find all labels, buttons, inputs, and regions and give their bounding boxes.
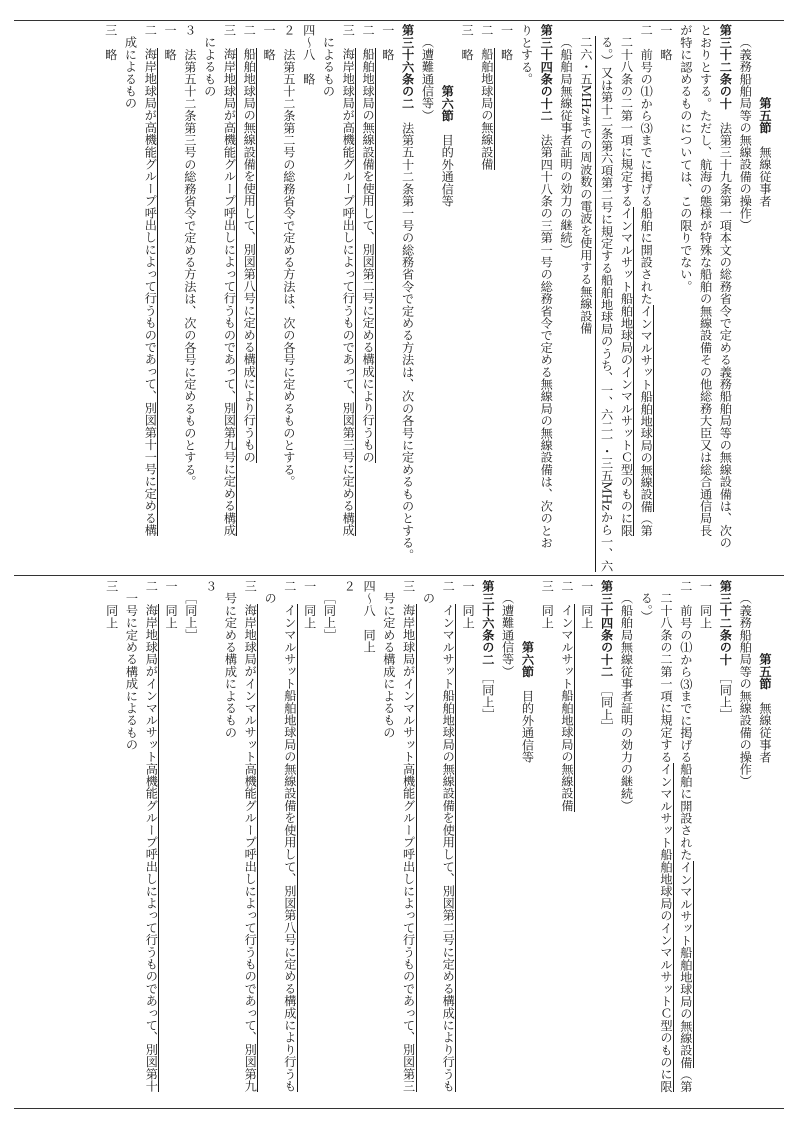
- article-34-item-2: 二 船舶地球局の無線設備: [479, 24, 494, 171]
- bottom-rule: [14, 1108, 784, 1109]
- article-36-3-item-1: 一 略: [163, 24, 178, 61]
- article-36-para-3: ３: [203, 580, 218, 593]
- article-36-2-item-3: 三 海岸地球局が高機能グループ呼出しによって行うものであって、別図第九号に定める構成: [222, 24, 237, 537]
- article-32-item-1: 一 同上: [698, 580, 713, 629]
- article-36-2-item-3-line: によるもの: [202, 36, 217, 98]
- article-36-3-item-3: 三 同上: [104, 580, 119, 629]
- article-36-2-item-1: 一 同上: [302, 580, 317, 629]
- article-34-item-3: 三 同上: [540, 580, 555, 629]
- article-36-2-item-2: 二 船舶地球局の無線設備を使用して、別図第八号に定める構成により行うもの: [242, 24, 257, 464]
- article-36-3-item-2: 二 海岸地球局が高機能グループ呼出しによって行うものであって、別図第十一号に定める構: [143, 24, 158, 537]
- article-36-para-2-same: ［同上］: [322, 592, 337, 641]
- article-36-item-2: 二 インマルサット船舶地球局の無線設備を使用して、別図第二号に定める構成により行うも: [441, 580, 456, 1093]
- article-36-caption: （遭難通信等）: [500, 592, 515, 678]
- section-6-heading: 第六節 目的外通信等: [520, 641, 535, 764]
- article-36-3-item-3: 三 略: [103, 24, 118, 61]
- article-36-item-1: 一 同上: [461, 580, 476, 629]
- article-36-3-item-2-line: 一号に定める構成によるもの: [124, 592, 139, 751]
- article-34-body: 第三十四条の十二 法第四十八条の三第一号の総務省令で定める無線局の無線設備は、次のとお: [539, 24, 554, 549]
- article-36-3-item-1: 一 同上: [164, 580, 179, 629]
- article-32-item-2-line: 二六・五MHzまでの周波数の電波を使用する無線設備: [575, 36, 596, 572]
- article-32-body: 第三十二条の十 法第三十九条第一項本文の総務省令で定める義務船舶局等の無線設備は、次の: [718, 24, 733, 549]
- revised-text-panel: [14, 24, 784, 572]
- article-32-item-2-line: 二十八条の二第一項に規定するインマルサット船舶地球局のインマルサットＣ型のものに限: [659, 592, 674, 1093]
- article-36-3-item-2-line: 成によるもの: [123, 36, 138, 110]
- article-36-para-3-same: ［同上］: [183, 592, 198, 641]
- article-36-item-1: 一 略: [380, 24, 395, 61]
- article-36-caption: （遭難通信等）: [420, 36, 435, 122]
- article-36-body: 第三十六条の二 ［同上］: [480, 580, 495, 721]
- article-36-2-item-3: 三 海岸地球局がインマルサット高機能グループ呼出しによって行うものであって、別図第九: [243, 580, 258, 1093]
- section-6-heading: 第六節 目的外通信等: [440, 85, 455, 208]
- article-36-item-3: 三 海岸地球局がインマルサット高機能グループ呼出しによって行うものであって、別図第三: [401, 580, 416, 1093]
- article-36-2-item-3-line: 号に定める構成によるもの: [223, 592, 238, 739]
- article-32-item-2: 二 前号の⑴から⑶までに掲げる船舶に開設されたインマルサット船舶地球局の無線設備（第: [639, 24, 654, 537]
- article-36-para-2: ２ 法第五十二条第二号の総務省令で定める方法は、次の各号に定めるものとする。: [281, 24, 296, 488]
- article-34-body: 第三十四条の十二 ［同上］: [599, 580, 614, 733]
- article-34-caption: （船舶局無線従事者証明の効力の継続）: [559, 36, 574, 256]
- article-34-item-1: 一 同上: [579, 580, 594, 629]
- current-text-panel: [14, 580, 784, 1105]
- middle-rule: [14, 575, 784, 576]
- article-36-para-3: ３ 法第五十二条第三号の総務省令で定める方法は、次の各号に定めるものとする。: [182, 24, 197, 488]
- article-36-item-3: 三 海岸地球局が高機能グループ呼出しによって行うものであって、別図第三号に定める構成: [341, 24, 356, 537]
- article-36-item-3-line: によるもの: [321, 36, 336, 98]
- article-32-item-2: 二 前号の⑴から⑶までに掲げる船舶に開設されたインマルサット船舶地球局の無線設備（第: [678, 580, 693, 1093]
- article-32-body: 第三十二条の十 ［同上］: [718, 580, 733, 721]
- article-36-3-item-2: 二 海岸地球局がインマルサット高機能グループ呼出しによって行うものであって、別図第十: [144, 580, 159, 1093]
- article-36-para-2: ２: [342, 580, 357, 593]
- article-34-caption: （船舶局無線従事者証明の効力の継続）: [619, 592, 634, 812]
- article-32-caption: （義務船舶局等の無線設備の操作）: [738, 36, 753, 232]
- article-34-body-line: りとする。: [519, 24, 534, 85]
- article-32-item-1: 一 略: [659, 24, 674, 61]
- article-36-items-4-8: 四～八 略: [301, 24, 316, 85]
- article-34-item-1: 一 略: [499, 24, 514, 61]
- section-5-heading: 第五節 無線従事者: [758, 653, 772, 763]
- article-36-item-2: 二 船舶地球局の無線設備を使用して、別図第二号に定める構成により行うもの: [361, 24, 376, 464]
- article-36-2-item-1: 一 略: [262, 24, 277, 61]
- article-34-item-3: 三 略: [460, 24, 475, 61]
- article-36-body: 第三十六条の二 法第五十二条第一号の総務省令で定める方法は、次の各号に定めるものとする。: [400, 24, 415, 561]
- article-32-body-line: が特に認めるものについては、この限りでない。: [678, 24, 693, 293]
- article-32-item-2-line: る。）又は第十二条第六項第二号に規定する船舶地球局のうち、一、六二一・三五MHzから一、六: [599, 36, 614, 572]
- article-36-2-item-2: 二 インマルサット船舶地球局の無線設備を使用して、別図第八号に定める構成により行うも: [282, 580, 297, 1093]
- article-32-caption: （義務船舶局等の無線設備の操作）: [738, 592, 753, 788]
- article-36-items-4-8: 四～八 同上: [362, 580, 377, 654]
- top-rule: [14, 20, 784, 21]
- article-36-2-item-2-line: の: [263, 592, 278, 605]
- article-36-item-2-line: の: [421, 592, 436, 605]
- article-36-item-3-line: 号に定める構成によるもの: [381, 592, 396, 739]
- article-34-item-2: 二 インマルサット船舶地球局の無線設備: [560, 580, 575, 812]
- article-32-item-2-line: る。）: [639, 592, 654, 623]
- section-5-heading: 第五節 無線従事者: [758, 97, 772, 207]
- article-32-body-line: とおりとする。ただし、航海の態様が特殊な船舶の無線設備その他総務大臣又は総合通信局長: [698, 24, 713, 537]
- article-32-item-2-line: 二十八条の二第一項に規定するインマルサット船舶地球局のインマルサットＣ型のものに限: [619, 36, 634, 537]
